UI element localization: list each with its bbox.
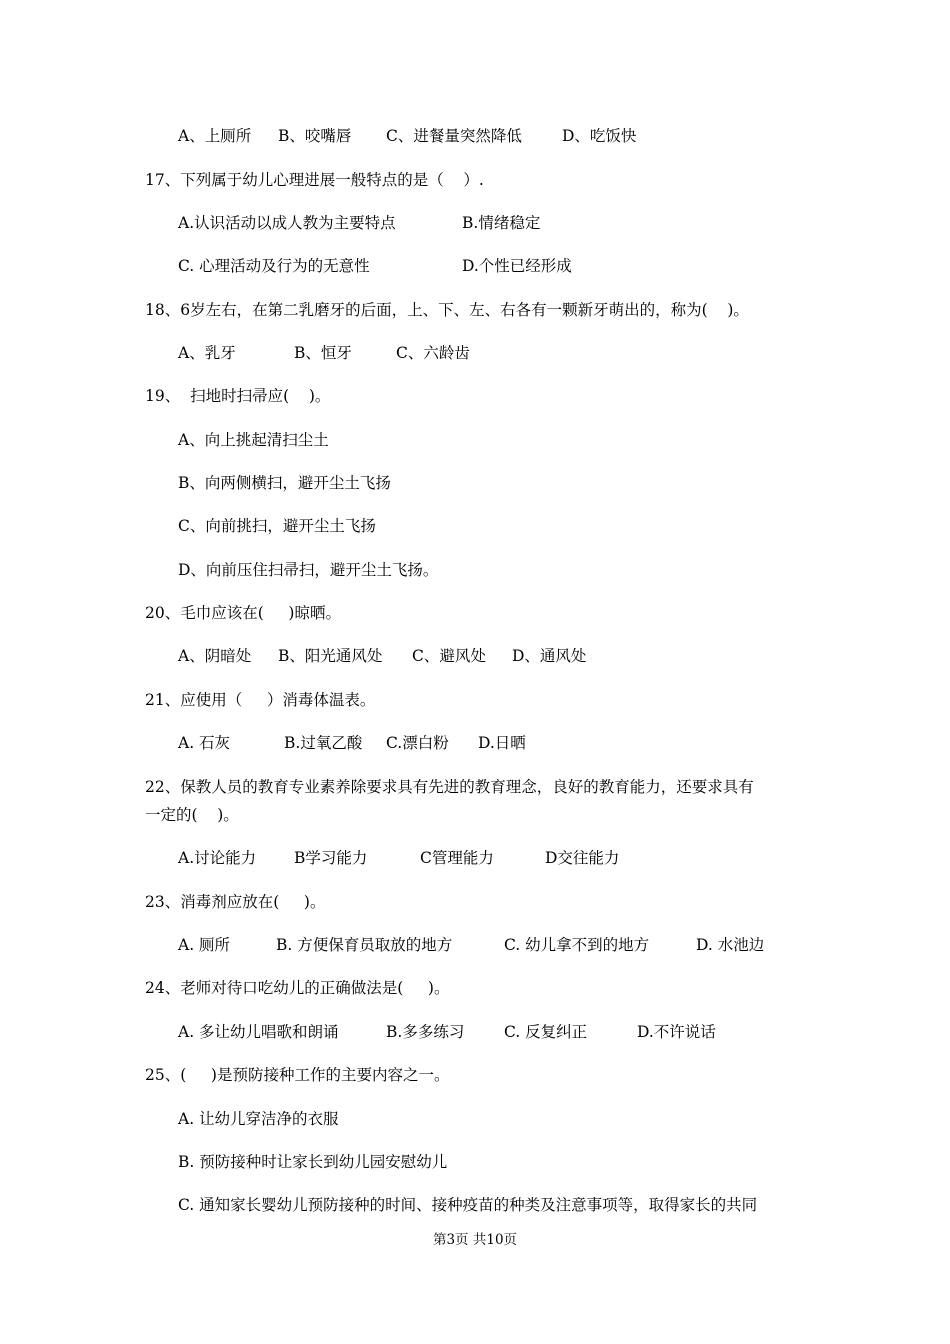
- q19-option-d: D、向前压住扫帚扫，避开尘土飞扬。: [178, 561, 439, 579]
- q24-option-b: B.多多练习: [386, 1023, 465, 1041]
- q16-option-b: B、咬嘴唇: [278, 127, 352, 145]
- q19-stem: 19、 扫地时扫帚应( )。: [145, 387, 331, 405]
- q18-stem: 18、6岁左右，在第二乳磨牙的后面，上、下、左、右各有一颗新牙萌出的，称为( )。: [145, 301, 749, 319]
- q19-option-b: B、向两侧横扫，避开尘土飞扬: [178, 474, 391, 492]
- q20-option-b: B、阳光通风处: [278, 647, 383, 665]
- q19-option-c: C、向前挑扫，避开尘土飞扬: [178, 517, 376, 535]
- q23-option-a: A. 厕所: [178, 936, 231, 954]
- q22-option-b: B学习能力: [294, 849, 368, 867]
- q17-option-b: B.情绪稳定: [462, 214, 541, 232]
- q22-stem-line2: 一定的( )。: [145, 806, 239, 824]
- q22-option-c: C管理能力: [420, 849, 494, 867]
- q25-option-c: C. 通知家长婴幼儿预防接种的时间、接种疫苗的种类及注意事项等，取得家长的共同: [178, 1196, 758, 1214]
- page-footer: 第3页 共10页: [432, 1232, 518, 1248]
- q22-stem-line1: 22、保教人员的教育专业素养除要求具有先进的教育理念，良好的教育能力，还要求具有: [145, 778, 754, 796]
- q23-option-c: C. 幼儿拿不到的地方: [504, 936, 650, 954]
- q25-option-a: A. 让幼儿穿洁净的衣服: [178, 1110, 339, 1128]
- q25-stem: 25、( )是预防接种工作的主要内容之一。: [145, 1066, 450, 1084]
- q23-stem: 23、消毒剂应放在( )。: [145, 893, 326, 911]
- q16-option-a: A、上厕所: [178, 127, 252, 145]
- q20-stem: 20、毛巾应该在( )晾晒。: [145, 604, 341, 622]
- q25-option-b: B. 预防接种时让家长到幼儿园安慰幼儿: [178, 1153, 448, 1171]
- q17-option-a: A.认识活动以成人教为主要特点: [178, 214, 396, 232]
- q16-option-c: C、进餐量突然降低: [386, 127, 522, 145]
- q21-option-c: C.漂白粉: [386, 734, 449, 752]
- q23-option-d: D. 水池边: [696, 936, 765, 954]
- q21-stem: 21、应使用（ ）消毒体温表。: [145, 691, 376, 709]
- q18-option-a: A、乳牙: [178, 344, 236, 362]
- q18-option-b: B、恒牙: [294, 344, 352, 362]
- q21-option-b: B.过氧乙酸: [284, 734, 363, 752]
- q17-stem: 17、下列属于幼儿心理进展一般特点的是（ ）.: [145, 171, 484, 189]
- q20-option-a: A、阴暗处: [178, 647, 252, 665]
- q20-option-d: D、通风处: [512, 647, 587, 665]
- q24-option-c: C. 反复纠正: [504, 1023, 588, 1041]
- q21-option-a: A. 石灰: [178, 734, 231, 752]
- q24-option-a: A. 多让幼儿唱歌和朗诵: [178, 1023, 339, 1041]
- q23-option-b: B. 方便保育员取放的地方: [276, 936, 453, 954]
- q22-option-a: A.讨论能力: [178, 849, 257, 867]
- q21-option-d: D.日晒: [478, 734, 526, 752]
- q17-option-d: D.个性已经形成: [462, 257, 572, 275]
- q24-stem: 24、老师对待口吃幼儿的正确做法是( )。: [145, 979, 450, 997]
- q22-option-d: D交往能力: [545, 849, 620, 867]
- q18-option-c: C、六龄齿: [396, 344, 470, 362]
- q20-option-c: C、避风处: [412, 647, 486, 665]
- q17-option-c: C. 心理活动及行为的无意性: [178, 257, 370, 275]
- q24-option-d: D.不许说话: [637, 1023, 716, 1041]
- q16-option-d: D、吃饭快: [562, 127, 637, 145]
- q19-option-a: A、向上挑起清扫尘土: [178, 431, 329, 449]
